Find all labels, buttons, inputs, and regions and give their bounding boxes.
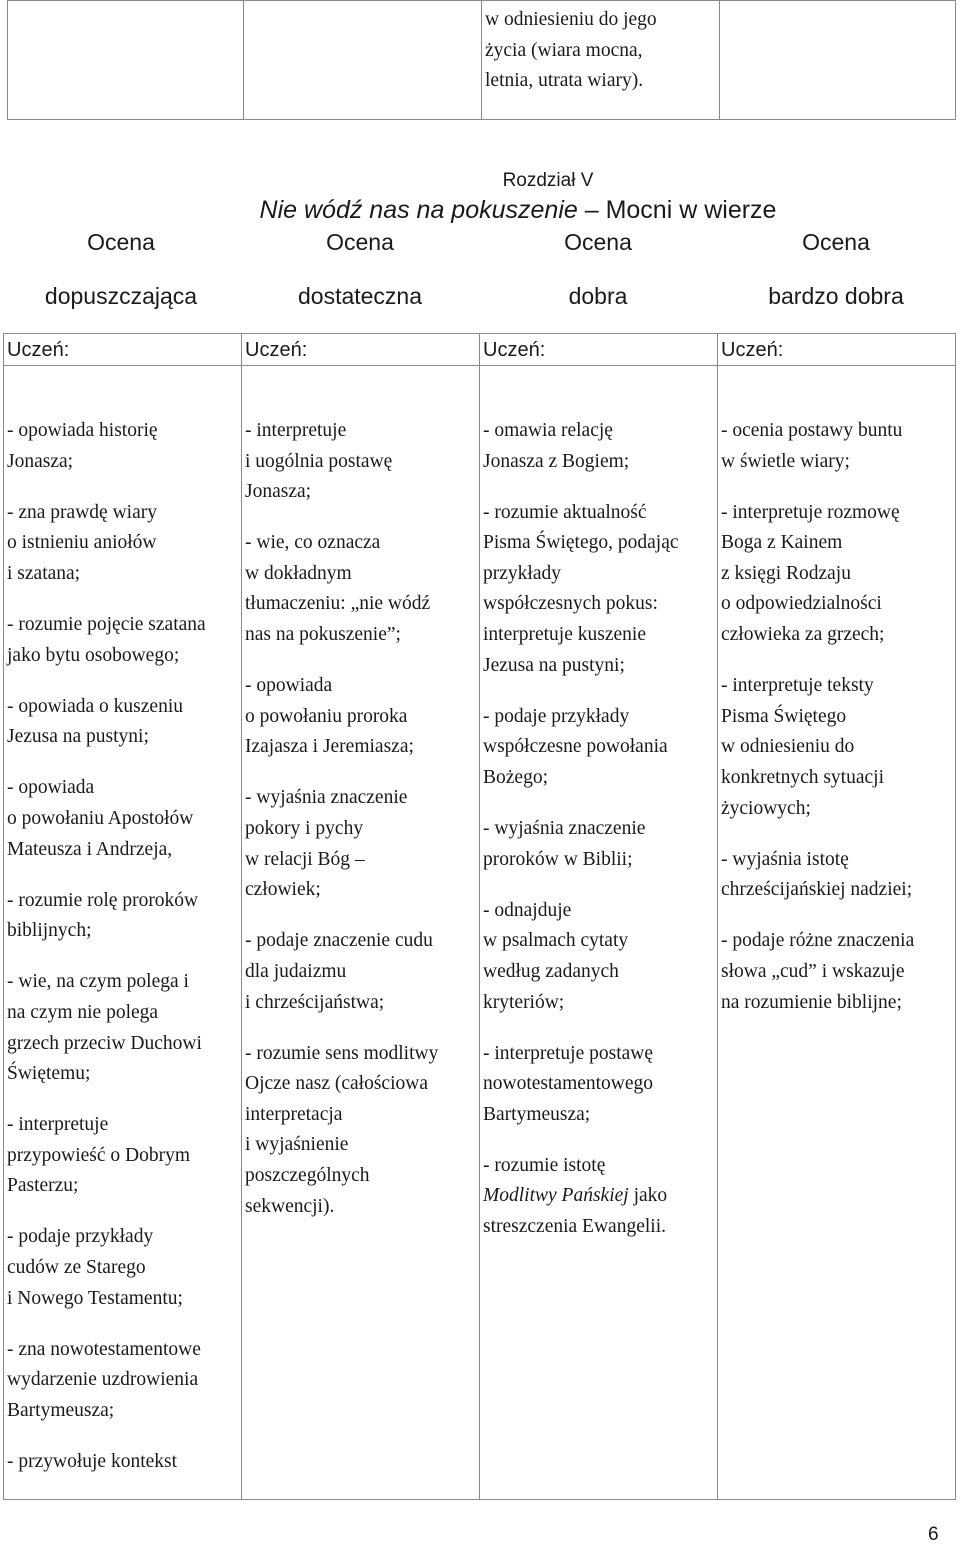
grade-heading-dostateczna xyxy=(241,228,479,310)
requirement-item: - opowiada o kuszeniu Jezusa na pustyni; xyxy=(7,695,183,748)
empty-cell xyxy=(720,1,956,120)
table-row xyxy=(4,366,956,1500)
requirements-table xyxy=(3,333,956,1500)
requirement-item: - interpretuje przypowieść o Dobrym Pasterzu; xyxy=(7,1114,191,1197)
requirement-item: - wie, co oznacza w dokładnym tłumaczeniu: „nie wódź nas na pokuszenie”; xyxy=(245,532,431,646)
prayer-title: Modlitwy Pańskiej xyxy=(483,1185,629,1207)
requirement-item: - interpretuje i uogólnia postawę Jonasza; xyxy=(245,420,393,503)
chapter-title-dash: – xyxy=(577,196,606,224)
requirement-item: - interpretuje teksty Pisma Świętego w odniesieniu do konkretnych sytuacji życiowych; xyxy=(721,675,884,819)
grade-heading-line1: Ocena xyxy=(326,229,394,255)
grade-heading-line2: bardzo dobra xyxy=(768,283,904,309)
student-label: Uczeń: xyxy=(245,339,308,361)
requirement-item: - rozumie rolę proroków biblijnych; xyxy=(7,889,199,942)
empty-cell xyxy=(8,1,244,120)
chapter-title-italic: Nie wódź nas na pokuszenie xyxy=(259,196,578,224)
student-label-cell xyxy=(4,334,242,366)
grade-headings xyxy=(0,228,960,334)
grade-heading-dopuszczajaca xyxy=(3,228,239,310)
requirement-item: - opowiada historię Jonasza; xyxy=(7,420,158,472)
text-line: w odniesieniu do jego xyxy=(485,9,657,30)
requirement-item: - odnajduje w psalmach cytaty według zadanych kryteriów; xyxy=(483,899,629,1013)
requirement-item: - omawia relację Jonasza z Bogiem; xyxy=(483,420,630,472)
requirement-item: - zna nowotestamentowe wydarzenie uzdrowienia Bartymeusza; xyxy=(7,1338,201,1421)
chapter-label: Rozdział V xyxy=(502,170,594,191)
requirement-item: - przywołuje kontekst xyxy=(7,1451,178,1473)
text-line: życia (wiara mocna, xyxy=(485,39,643,61)
table-row xyxy=(8,1,956,120)
requirement-item: - interpretuje postawę nowotestamentowego Bartymeusza; xyxy=(483,1042,654,1125)
requirement-item: - podaje przykłady współczesne powołania Bożego; xyxy=(483,705,668,788)
requirement-text: - rozumie istotę xyxy=(483,1154,606,1176)
requirements-column-dopuszczajaca xyxy=(4,366,242,1500)
requirement-item: - wyjaśnia istotę chrześcijańskiej nadziei; xyxy=(721,848,913,901)
student-label-cell xyxy=(718,334,956,366)
student-label: Uczeń: xyxy=(721,339,784,361)
requirements-column-bardzo-dobra xyxy=(718,366,956,1500)
student-label-cell xyxy=(480,334,718,366)
previous-table-fragment xyxy=(7,0,956,120)
requirements-column-dobra xyxy=(480,366,718,1500)
grade-heading-line2: dopuszczająca xyxy=(44,283,198,309)
empty-cell xyxy=(244,1,482,120)
grade-heading-bardzo-dobra xyxy=(717,228,955,310)
text-line: letnia, utrata wiary). xyxy=(485,70,644,91)
page-number: 6 xyxy=(928,1524,939,1545)
requirement-item: - zna prawdę wiary o istnieniu aniołów i szatana; xyxy=(7,501,157,584)
chapter-title-plain: Mocni w wierze xyxy=(605,196,777,224)
requirement-item: - interpretuje rozmowę Boga z Kainem z księgi Rodzaju o odpowiedzialności człowieka za grzech; xyxy=(721,501,900,646)
student-label: Uczeń: xyxy=(7,339,70,361)
grade-heading-line1: Ocena xyxy=(87,229,155,255)
table-row xyxy=(4,334,956,366)
requirement-item: - rozumie pojęcie szatana jako bytu osobowego; xyxy=(7,613,206,666)
requirements-column-dostateczna xyxy=(242,366,480,1500)
requirement-item: - podaje znaczenie cudu dla judaizmu i chrześcijaństwa; xyxy=(245,930,433,1013)
grade-heading-line2: dobra xyxy=(568,283,628,309)
requirement-item: - opowiada o powołaniu Apostołów Mateusza i Andrzeja, xyxy=(7,777,194,860)
chapter-title xyxy=(0,193,960,227)
grade-heading-line1: Ocena xyxy=(802,229,870,255)
requirement-item xyxy=(483,1151,714,1243)
grade-heading-dobra xyxy=(479,228,717,310)
requirement-item: - podaje różne znaczenia słowa „cud” i wskazuje na rozumienie biblijne; xyxy=(721,930,915,1013)
requirement-item: - ocenia postawy buntu w świetle wiary; xyxy=(721,420,903,472)
requirement-text: streszczenia Ewangelii. xyxy=(483,1216,666,1238)
requirement-text: jako xyxy=(628,1185,668,1207)
requirement-item: - wyjaśnia znaczenie pokory i pychy w relacji Bóg – człowiek; xyxy=(245,787,408,901)
requirement-item: - rozumie sens modlitwy Ojcze nasz (całościowa interpretacja i wyjaśnienie poszczególnych sekwencji). xyxy=(245,1042,439,1217)
student-label: Uczeń: xyxy=(483,339,546,361)
requirement-item: - wyjaśnia znaczenie proroków w Biblii; xyxy=(483,818,646,870)
requirement-item: - opowiada o powołaniu proroka Izajasza i Jeremiasza; xyxy=(245,675,414,758)
continued-text-cell xyxy=(482,1,720,120)
requirement-item: - podaje przykłady cudów ze Starego i Nowego Testamentu; xyxy=(7,1226,183,1309)
grade-heading-line1: Ocena xyxy=(564,229,632,255)
requirement-item: - wie, na czym polega i na czym nie polega grzech przeciw Duchowi Świętemu; xyxy=(7,971,202,1085)
requirement-item: - rozumie aktualność Pisma Świętego, podając przykłady współczesnych pokus: interpretuje kuszenie Jezusa na pustyni; xyxy=(483,501,679,676)
student-label-cell xyxy=(242,334,480,366)
grade-heading-line2: dostateczna xyxy=(297,283,423,309)
